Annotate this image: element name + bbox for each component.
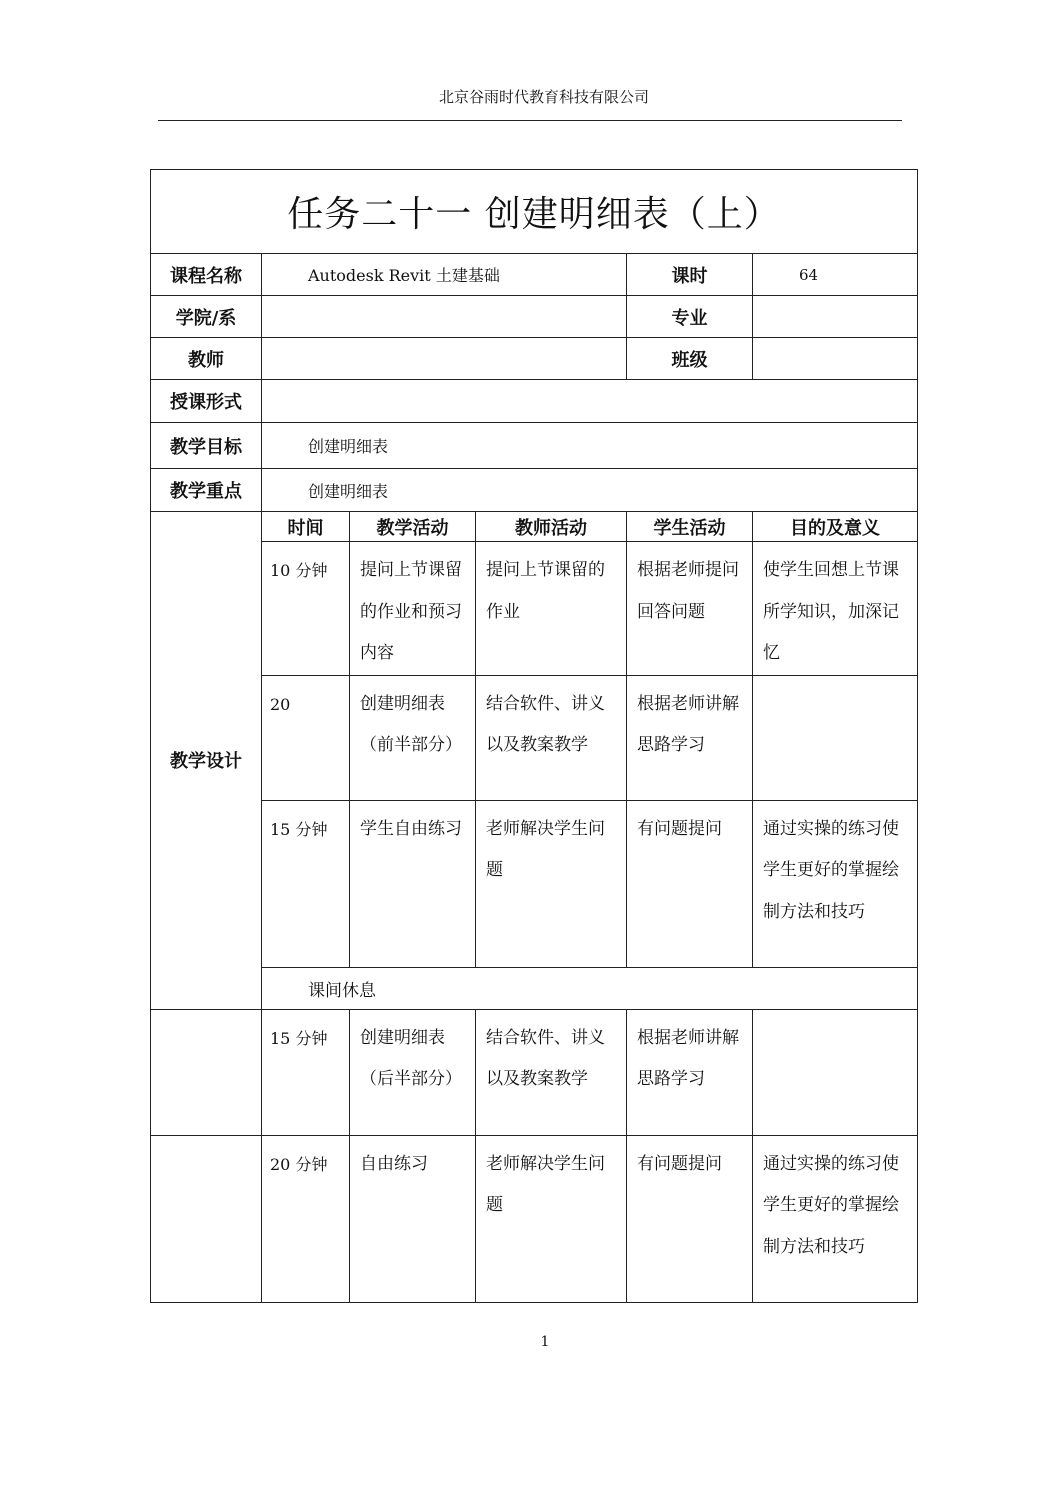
page-header-company: 北京谷雨时代教育科技有限公司: [438, 88, 649, 106]
row-purpose: 使学生回想上节课所学知识，加深记忆: [753, 542, 918, 676]
col-header-teacher: 教师活动: [476, 512, 627, 542]
format-label: 授课形式: [151, 380, 262, 423]
table-row: [151, 1135, 918, 1302]
focus-label: 教学重点: [151, 469, 262, 512]
row-student: 根据老师讲解思路学习: [627, 675, 753, 800]
row-activity: 创建明细表（前半部分）: [350, 675, 476, 800]
row-teacher: 提问上节课留的作业: [476, 542, 627, 676]
dept-label: 学院/系: [151, 296, 262, 338]
row-teacher: 结合软件、讲义以及教案教学: [476, 1009, 627, 1135]
row-time: 15 分钟: [262, 800, 350, 967]
hours-label: 课时: [627, 254, 753, 296]
empty-label-cell: [151, 1009, 262, 1135]
row-student: 有问题提问: [627, 800, 753, 967]
row-teacher: 结合软件、讲义以及教案教学: [476, 675, 627, 800]
table-row: [151, 675, 918, 800]
teacher-value: [262, 338, 627, 380]
col-header-time: 时间: [262, 512, 350, 542]
col-header-activity: 教学活动: [350, 512, 476, 542]
teacher-label: 教师: [151, 338, 262, 380]
row-student: 根据老师提问回答问题: [627, 542, 753, 676]
class-value: [753, 338, 918, 380]
col-header-student: 学生活动: [627, 512, 753, 542]
lesson-plan-table: [150, 169, 918, 1303]
break-row: 课间休息: [262, 967, 918, 1009]
row-time: 10 分钟: [262, 542, 350, 676]
table-row: [151, 800, 918, 967]
row-time: 20: [262, 675, 350, 800]
hours-value: 64: [753, 254, 918, 296]
col-header-purpose: 目的及意义: [753, 512, 918, 542]
class-label: 班级: [627, 338, 753, 380]
table-row: [151, 1009, 918, 1135]
row-time: 15 分钟: [262, 1009, 350, 1135]
course-name-value: Autodesk Revit 土建基础: [262, 254, 627, 296]
row-activity: 自由练习: [350, 1135, 476, 1302]
row-time: 20 分钟: [262, 1135, 350, 1302]
goal-value: 创建明细表: [262, 423, 918, 469]
major-value: [753, 296, 918, 338]
row-purpose: 通过实操的练习使学生更好的掌握绘制方法和技巧: [753, 1135, 918, 1302]
row-purpose: [753, 1009, 918, 1135]
row-activity: 提问上节课留的作业和预习内容: [350, 542, 476, 676]
major-label: 专业: [627, 296, 753, 338]
dept-value: [262, 296, 627, 338]
row-teacher: 老师解决学生问题: [476, 1135, 627, 1302]
design-label: 教学设计: [151, 512, 262, 1010]
row-student: 根据老师讲解思路学习: [627, 1009, 753, 1135]
empty-label-cell: [151, 1135, 262, 1302]
row-purpose: 通过实操的练习使学生更好的掌握绘制方法和技巧: [753, 800, 918, 967]
table-row: [151, 542, 918, 676]
row-activity: 学生自由练习: [350, 800, 476, 967]
row-teacher: 老师解决学生问题: [476, 800, 627, 967]
focus-value: 创建明细表: [262, 469, 918, 512]
lesson-title: 任务二十一 创建明细表（上）: [151, 170, 918, 254]
format-value: [262, 380, 918, 423]
page-number: 1: [540, 1334, 550, 1350]
header-rule: [158, 120, 902, 121]
row-purpose: [753, 675, 918, 800]
course-name-label: 课程名称: [151, 254, 262, 296]
row-activity: 创建明细表（后半部分）: [350, 1009, 476, 1135]
goal-label: 教学目标: [151, 423, 262, 469]
row-student: 有问题提问: [627, 1135, 753, 1302]
